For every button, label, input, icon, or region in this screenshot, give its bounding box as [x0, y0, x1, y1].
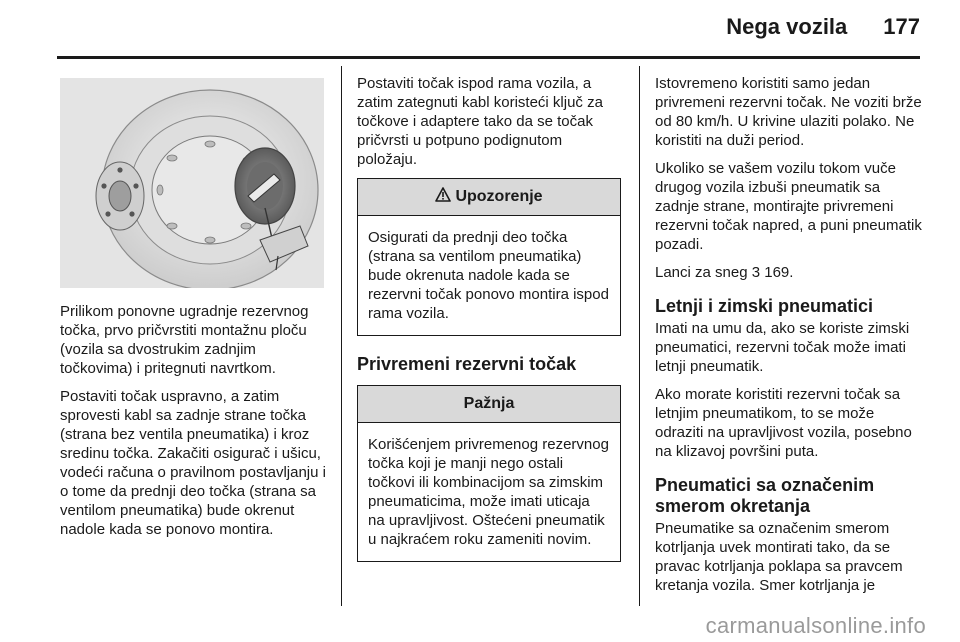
cross-reference-text: Lanci za sneg — [655, 264, 752, 281]
cross-reference — [655, 263, 923, 282]
column-right — [655, 74, 923, 604]
spare-wheel-illustration — [60, 78, 324, 288]
cross-reference-page: 169. — [760, 264, 794, 281]
paragraph: Postaviti točak ispod rama vozila, a zatim zategnuti kabl koristeći ključ za točkove i adaptere tako da se točak pričvrsti u potpuno podignutom položaju. — [357, 75, 603, 168]
paragraph: Istovremeno koristiti samo jedan privremeni rezervni točak. Ne voziti brže od 80 km/h. U krivine ulaziti polako. Ne koristiti na duži period. — [655, 75, 922, 149]
warning-box — [357, 178, 621, 336]
warning-text: Osigurati da prednji deo točka (strana sa ventilom pneumatika) bude okrenuta nadole kada se rezervni točak ponovo montira ispod rama vozila. — [368, 229, 609, 322]
caution-text: Korišćenjem privremenog rezervnog točka koji je manji nego ostali točkovi ili kombinacijom sa zimskim pneumaticima, može imati uticaja na upravljivost. Oštećeni pneumatik u najkraćem roku zameniti novim. — [368, 436, 609, 548]
caution-title: Pažnja — [358, 386, 620, 423]
header-rule — [57, 56, 920, 59]
column-left — [60, 302, 326, 548]
page-ref-arrow-icon: 3 — [751, 264, 761, 281]
paragraph: Ako morate koristiti rezervni točak sa letnjim pneumatikom, to se može odraziti na upravljivost vozila, posebno na klizavoj površini puta. — [655, 386, 912, 460]
paragraph: Prilikom ponovne ugradnje rezervnog točka, prvo pričvrstiti montažnu ploču (vozila sa dvostrukim zadnjim točkovima) i pritegnuti navrtkom. — [60, 303, 309, 377]
warning-header — [358, 179, 620, 216]
page-title: Nega vozila — [726, 14, 848, 39]
spare-wheel-drawing — [60, 78, 324, 288]
section-heading: Letnji i zimski pneumatici — [655, 296, 874, 316]
warning-triangle-icon — [435, 187, 451, 202]
column-divider-1 — [341, 66, 342, 606]
section-heading: Privremeni rezervni točak — [357, 354, 577, 374]
watermark: carmanualsonline.info — [705, 613, 926, 638]
paragraph: Ukoliko se vašem vozilu tokom vuče drugog vozila izbuši pneumatik sa zadnje strane, montirajte privremeni rezervni točak napred, a puni pneumatik pozadi. — [655, 160, 922, 253]
column-divider-2 — [639, 66, 640, 606]
page-number: 177 — [883, 14, 920, 39]
section-heading: Pneumatici sa označenim smerom okretanja — [655, 475, 875, 516]
paragraph: Postaviti točak uspravno, a zatim sprovesti kabl sa zadnje strane točka (strana bez ventila pneumatika) i kroz sredinu točka. Zakačiti osigurač i ušicu, vodeći računa o pravilnom postavljanju i o tome da prednji deo točka (strana sa ventilom pneumatika) bude okrenut nadole kada se ponovo montira. — [60, 388, 326, 538]
page-header — [726, 14, 920, 40]
paragraph: Pneumatike sa označenim smerom kotrljanja uvek montirati tako, da se pravac kotrljanja poklapa sa pravcem kretanja vozila. Smer kotrljanja je — [655, 520, 903, 594]
paragraph: Imati na umu da, ako se koriste zimski pneumatici, rezervni točak može imati letnji pneumatik. — [655, 320, 910, 375]
caution-box — [357, 385, 621, 562]
column-middle — [357, 74, 625, 580]
warning-title: Upozorenje — [455, 188, 543, 205]
